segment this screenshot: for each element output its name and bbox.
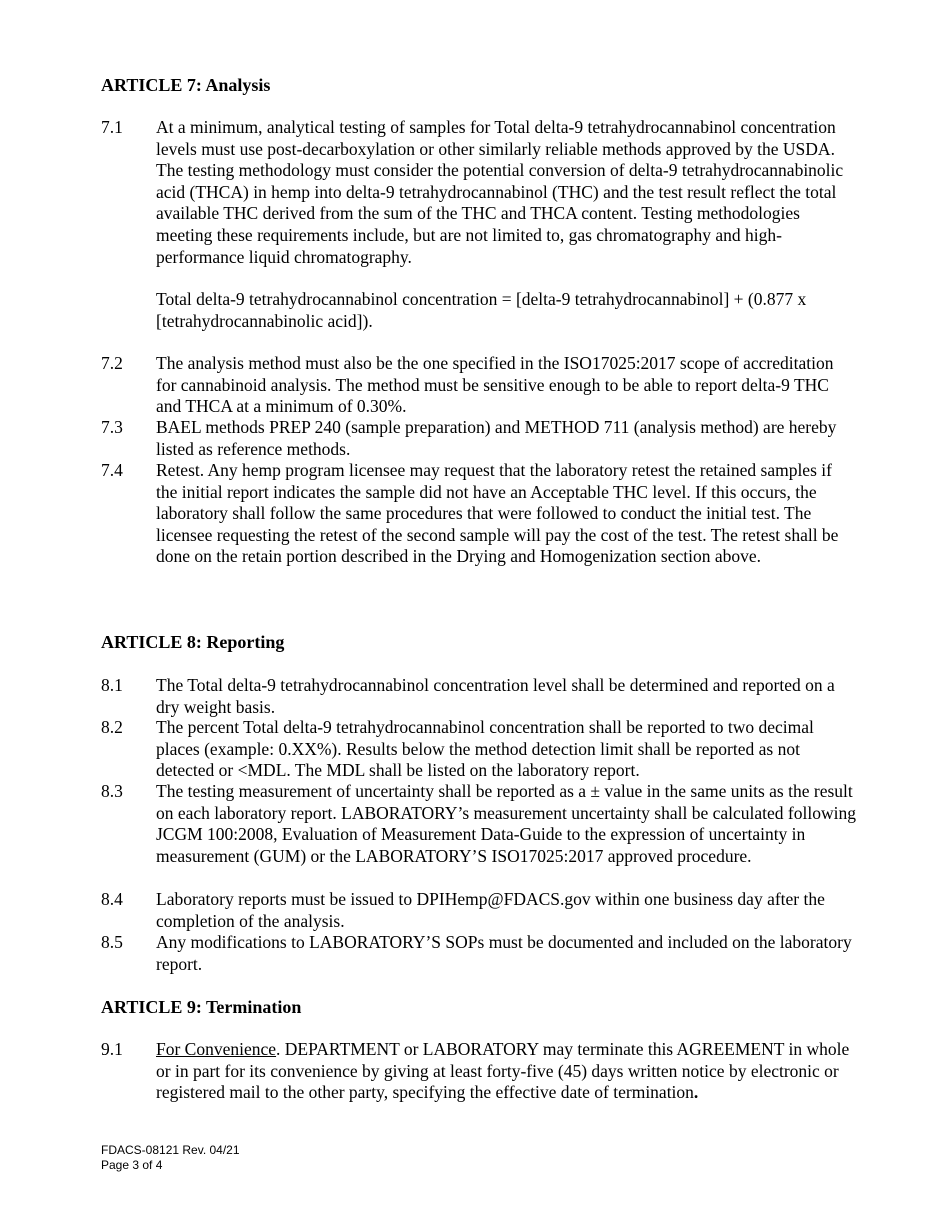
clause-text-8-2: The percent Total delta-9 tetrahydrocannabinol concentration shall be reported to two decimal places (example: 0.XX%). Results below the method detection limit shall be reported as not detected or <MDL. The MDL shall be listed on the laboratory report. [156, 717, 814, 781]
form-number: FDACS-08121 Rev. 04/21 [101, 1143, 240, 1157]
clause-text-9-1 [156, 1039, 856, 1104]
clause-9-1-body: . DEPARTMENT or LABORATORY may terminate this AGREEMENT in whole or in part for its convenience by giving at least forty-five (45) days written notice by electronic or registered mail to the other party, specifying the effective date of termination [156, 1039, 850, 1103]
clause-text-8-5: Any modifications to LABORATORY’S SOPs must be documented and included on the laboratory report. [156, 932, 852, 974]
clause-number-8-2: 8.2 [101, 717, 123, 737]
clause-number-7-1: 7.1 [101, 117, 123, 137]
clause-number-7-3: 7.3 [101, 417, 123, 437]
clause-9-1-period: . [693, 1082, 699, 1103]
clause-number-8-3: 8.3 [101, 781, 123, 801]
clause-text-8-4: Laboratory reports must be issued to DPIHemp@FDACS.gov within one business day after the completion of the analysis. [156, 889, 825, 931]
article-7-heading: ARTICLE 7: Analysis [101, 75, 271, 95]
page-number: Page 3 of 4 [101, 1158, 163, 1172]
clause-number-8-4: 8.4 [101, 889, 123, 909]
for-convenience-label: For Convenience [156, 1039, 277, 1059]
thc-formula: Total delta-9 tetrahydrocannabinol concentration = [delta-9 tetrahydrocannabinol] + (0.877 x [tetrahydrocannabinolic acid]). [156, 289, 807, 331]
clause-text-8-1: The Total delta-9 tetrahydrocannabinol concentration level shall be determined and reported on a dry weight basis. [156, 675, 835, 717]
clause-number-8-5: 8.5 [101, 932, 123, 952]
clause-number-7-2: 7.2 [101, 353, 123, 373]
article-9-heading: ARTICLE 9: Termination [101, 997, 302, 1017]
clause-text-8-3: The testing measurement of uncertainty shall be reported as a ± value in the same units as the result on each laboratory report. LABORATORY’s measurement uncertainty shall be calculated following JCGM 100:2008, Evaluation of Measurement Data-Guide to the expression of uncertainty in measurement (GUM) or the LABORATORY’S ISO17025:2017 approved procedure. [156, 781, 856, 866]
page-footer [101, 1143, 240, 1173]
clause-number-9-1: 9.1 [101, 1039, 123, 1059]
clause-text-7-1: At a minimum, analytical testing of samples for Total delta-9 tetrahydrocannabinol concentration levels must use post-decarboxylation or other similarly reliable methods approved by the USDA. The testing methodology must consider the potential conversion of delta-9 tetrahydrocannabinolic acid (THCA) in hemp into delta-9 tetrahydrocannabinol (THC) and the test result reflect the total available THC derived from the sum of the THC and THCA content. Testing methodologies meeting these requirements include, but are not limited to, gas chromatography and high-performance liquid chromatography. [156, 117, 844, 267]
clause-text-7-4: Retest. Any hemp program licensee may request that the laboratory retest the retained samples if the initial report indicates the sample did not have an Acceptable THC level. If this occurs, the laboratory shall follow the same procedures that were followed to conduct the initial test. The licensee requesting the retest of the second sample will pay the cost of the test. The retest shall be done on the retain portion described in the Drying and Homogenization section above. [156, 460, 839, 567]
clause-number-8-1: 8.1 [101, 675, 123, 695]
clause-text-7-3: BAEL methods PREP 240 (sample preparation) and METHOD 711 (analysis method) are hereby listed as reference methods. [156, 417, 837, 459]
clause-number-7-4: 7.4 [101, 460, 123, 480]
article-8-heading: ARTICLE 8: Reporting [101, 632, 285, 652]
clause-text-7-2: The analysis method must also be the one specified in the ISO17025:2017 scope of accreditation for cannabinoid analysis. The method must be sensitive enough to be able to report delta-9 THC and THCA at a minimum of 0.30%. [156, 353, 834, 417]
